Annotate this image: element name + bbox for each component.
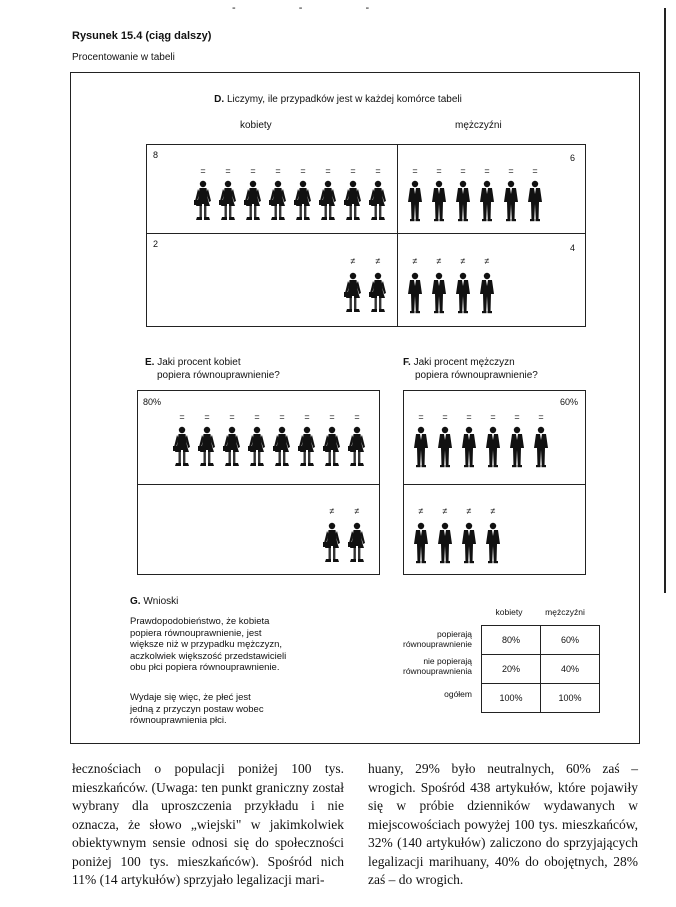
table-cell: 100% xyxy=(482,684,541,713)
equal-sign: = xyxy=(300,166,306,176)
body-text-left xyxy=(72,760,344,890)
conclusion-line: popiera równouprawnienie, jest xyxy=(130,627,262,639)
results-table xyxy=(481,625,600,713)
man-figure-icon xyxy=(453,180,473,222)
conclusion-para-2 xyxy=(130,692,264,727)
table-cell: 100% xyxy=(541,684,600,713)
table-cell: 40% xyxy=(541,655,600,684)
section-f-letter: F. xyxy=(403,357,411,368)
section-d-letter: D. xyxy=(214,94,225,105)
table-cell: 80% xyxy=(482,626,541,655)
woman-figure-icon xyxy=(218,180,238,222)
equal-sign: = xyxy=(460,166,466,176)
count-men-support: 6 xyxy=(570,153,576,163)
woman-figure-icon xyxy=(222,426,242,468)
section-d-text: Liczymy, ile przypadków jest w każdej komórce tabeli xyxy=(226,94,462,105)
equal-sign: = xyxy=(514,412,520,422)
equal-sign: = xyxy=(250,166,256,176)
not-equal-sign: ≠ xyxy=(490,506,496,516)
equal-sign: = xyxy=(254,412,260,422)
not-equal-sign: ≠ xyxy=(412,256,418,266)
count-women-support: 8 xyxy=(153,150,159,160)
woman-figure-icon xyxy=(347,426,367,468)
equal-sign: = xyxy=(325,166,331,176)
cell-e-oppose xyxy=(137,484,380,575)
section-f-title xyxy=(403,356,538,382)
conclusion-line: równouprawnienia płci. xyxy=(130,715,227,726)
table-row-label xyxy=(380,689,472,699)
section-g-title xyxy=(130,596,178,607)
conclusion-line: Wydaje się więc, że płeć jest xyxy=(130,692,251,703)
body-paragraph: huany, 29% było neutralnych, 60% zaś – wrogich. Spośród 438 artykułów, które pojawiły się w próbie dzienników wydawanych w miejscowościach powyżej 100 tys. mieszkańców, 32% (140 artykułów) zaliczono do sprzyjających legalizacji marihuany, 40% do obojętnych, 28% zaś – do wrogich. xyxy=(368,761,638,887)
row-label-line: popierają xyxy=(437,629,472,639)
table-header-men: mężczyźni xyxy=(545,607,585,617)
equal-sign: = xyxy=(442,412,448,422)
woman-figure-icon xyxy=(343,180,363,222)
table-row-label xyxy=(380,656,472,676)
woman-figure-icon xyxy=(197,426,217,468)
conclusion-line: Prawdopodobieństwo, że kobieta xyxy=(130,616,270,627)
man-figure-icon xyxy=(459,522,479,564)
man-figure-icon xyxy=(435,426,455,468)
col-head-men: mężczyźni xyxy=(455,120,502,131)
row-label-line: równouprawnienie xyxy=(403,639,472,649)
top-marks: - - - xyxy=(232,2,400,14)
not-equal-sign: ≠ xyxy=(418,506,424,516)
equal-sign: = xyxy=(225,166,231,176)
woman-figure-icon xyxy=(368,272,388,314)
equal-sign: = xyxy=(436,166,442,176)
table-cell: 20% xyxy=(482,655,541,684)
equal-sign: = xyxy=(229,412,235,422)
not-equal-sign: ≠ xyxy=(442,506,448,516)
row-label-line: równouprawnienia xyxy=(403,666,472,676)
man-figure-icon xyxy=(525,180,545,222)
man-figure-icon xyxy=(429,272,449,314)
equal-sign: = xyxy=(279,412,285,422)
woman-figure-icon xyxy=(318,180,338,222)
woman-figure-icon xyxy=(368,180,388,222)
equal-sign: = xyxy=(204,412,210,422)
woman-figure-icon xyxy=(172,426,192,468)
col-head-women: kobiety xyxy=(240,120,272,131)
conclusion-line: obu płci popiera równouprawnienie. xyxy=(130,662,280,673)
equal-sign: = xyxy=(375,166,381,176)
woman-figure-icon xyxy=(243,180,263,222)
man-figure-icon xyxy=(411,522,431,564)
equal-sign: = xyxy=(329,412,335,422)
woman-figure-icon xyxy=(322,426,342,468)
woman-figure-icon xyxy=(193,180,213,222)
equal-sign: = xyxy=(275,166,281,176)
equal-sign: = xyxy=(466,412,472,422)
woman-figure-icon xyxy=(272,426,292,468)
equal-sign: = xyxy=(538,412,544,422)
row-label-line: nie popierają xyxy=(423,656,472,666)
man-figure-icon xyxy=(429,180,449,222)
equal-sign: = xyxy=(412,166,418,176)
section-g-letter: G. xyxy=(130,596,141,607)
man-figure-icon xyxy=(477,272,497,314)
man-figure-icon xyxy=(507,426,527,468)
section-d-title xyxy=(0,94,676,105)
man-figure-icon xyxy=(477,180,497,222)
equal-sign: = xyxy=(200,166,206,176)
not-equal-sign: ≠ xyxy=(466,506,472,516)
equal-sign: = xyxy=(350,166,356,176)
body-paragraph: łecznościach o populacji poniżej 100 tys. mieszkańców. (Uwaga: ten punkt graniczny został wybrany dla uproszczenia przykładu i nie oznacza, że słowo „wiejski" w jakimkolwiek obiektywnym sensie odnosi się do społeczności poniżej 100 tys. mieszkańców). Spośród nich 11% (14 artykułów) sprzyjało legalizacji mari- xyxy=(72,761,344,887)
section-f-line1: Jaki procent mężczyzn xyxy=(413,357,515,368)
conclusion-line: aczkolwiek większość przedstawicieli xyxy=(130,650,287,662)
count-men-oppose: 4 xyxy=(570,243,576,253)
woman-figure-icon xyxy=(347,522,367,564)
not-equal-sign: ≠ xyxy=(375,256,381,266)
man-figure-icon xyxy=(411,426,431,468)
section-e-line2: popiera równouprawnienie? xyxy=(157,370,280,381)
not-equal-sign: ≠ xyxy=(460,256,466,266)
figure-title: Rysunek 15.4 (ciąg dalszy) xyxy=(72,30,212,42)
conclusion-line: jedną z przyczyn postaw wobec xyxy=(130,703,264,715)
man-figure-icon xyxy=(483,426,503,468)
man-figure-icon xyxy=(405,180,425,222)
not-equal-sign: ≠ xyxy=(350,256,356,266)
conclusion-line: większe niż w przypadku mężczyzn, xyxy=(130,639,283,650)
equal-sign: = xyxy=(304,412,310,422)
equal-sign: = xyxy=(179,412,185,422)
man-figure-icon xyxy=(531,426,551,468)
percent-men: 60% xyxy=(560,397,579,407)
section-e-title xyxy=(145,356,280,382)
body-text-right xyxy=(368,760,638,890)
equal-sign: = xyxy=(418,412,424,422)
woman-figure-icon xyxy=(343,272,363,314)
figure-subtitle: Procentowanie w tabeli xyxy=(72,52,175,63)
woman-figure-icon xyxy=(247,426,267,468)
table-header-women: kobiety xyxy=(495,607,523,617)
not-equal-sign: ≠ xyxy=(436,256,442,266)
woman-figure-icon xyxy=(322,522,342,564)
not-equal-sign: ≠ xyxy=(484,256,490,266)
table-row xyxy=(482,684,600,713)
section-f-line2: popiera równouprawnienie? xyxy=(415,370,538,381)
table-row xyxy=(482,655,600,684)
man-figure-icon xyxy=(501,180,521,222)
woman-figure-icon xyxy=(297,426,317,468)
man-figure-icon xyxy=(435,522,455,564)
not-equal-sign: ≠ xyxy=(329,506,335,516)
section-e-letter: E. xyxy=(145,357,155,368)
equal-sign: = xyxy=(484,166,490,176)
man-figure-icon xyxy=(405,272,425,314)
row-label-line: ogółem xyxy=(444,689,472,699)
table-row-label xyxy=(380,629,472,649)
section-e-line1: Jaki procent kobiet xyxy=(157,357,241,368)
not-equal-sign: ≠ xyxy=(354,506,360,516)
equal-sign: = xyxy=(532,166,538,176)
percent-women: 80% xyxy=(143,397,162,407)
woman-figure-icon xyxy=(293,180,313,222)
equal-sign: = xyxy=(354,412,360,422)
count-women-oppose: 2 xyxy=(153,239,159,249)
table-cell: 60% xyxy=(541,626,600,655)
section-g-text: Wnioski xyxy=(143,596,179,607)
man-figure-icon xyxy=(459,426,479,468)
equal-sign: = xyxy=(508,166,514,176)
woman-figure-icon xyxy=(268,180,288,222)
conclusion-para-1 xyxy=(130,616,286,674)
man-figure-icon xyxy=(453,272,473,314)
equal-sign: = xyxy=(490,412,496,422)
table-row xyxy=(482,626,600,655)
man-figure-icon xyxy=(483,522,503,564)
